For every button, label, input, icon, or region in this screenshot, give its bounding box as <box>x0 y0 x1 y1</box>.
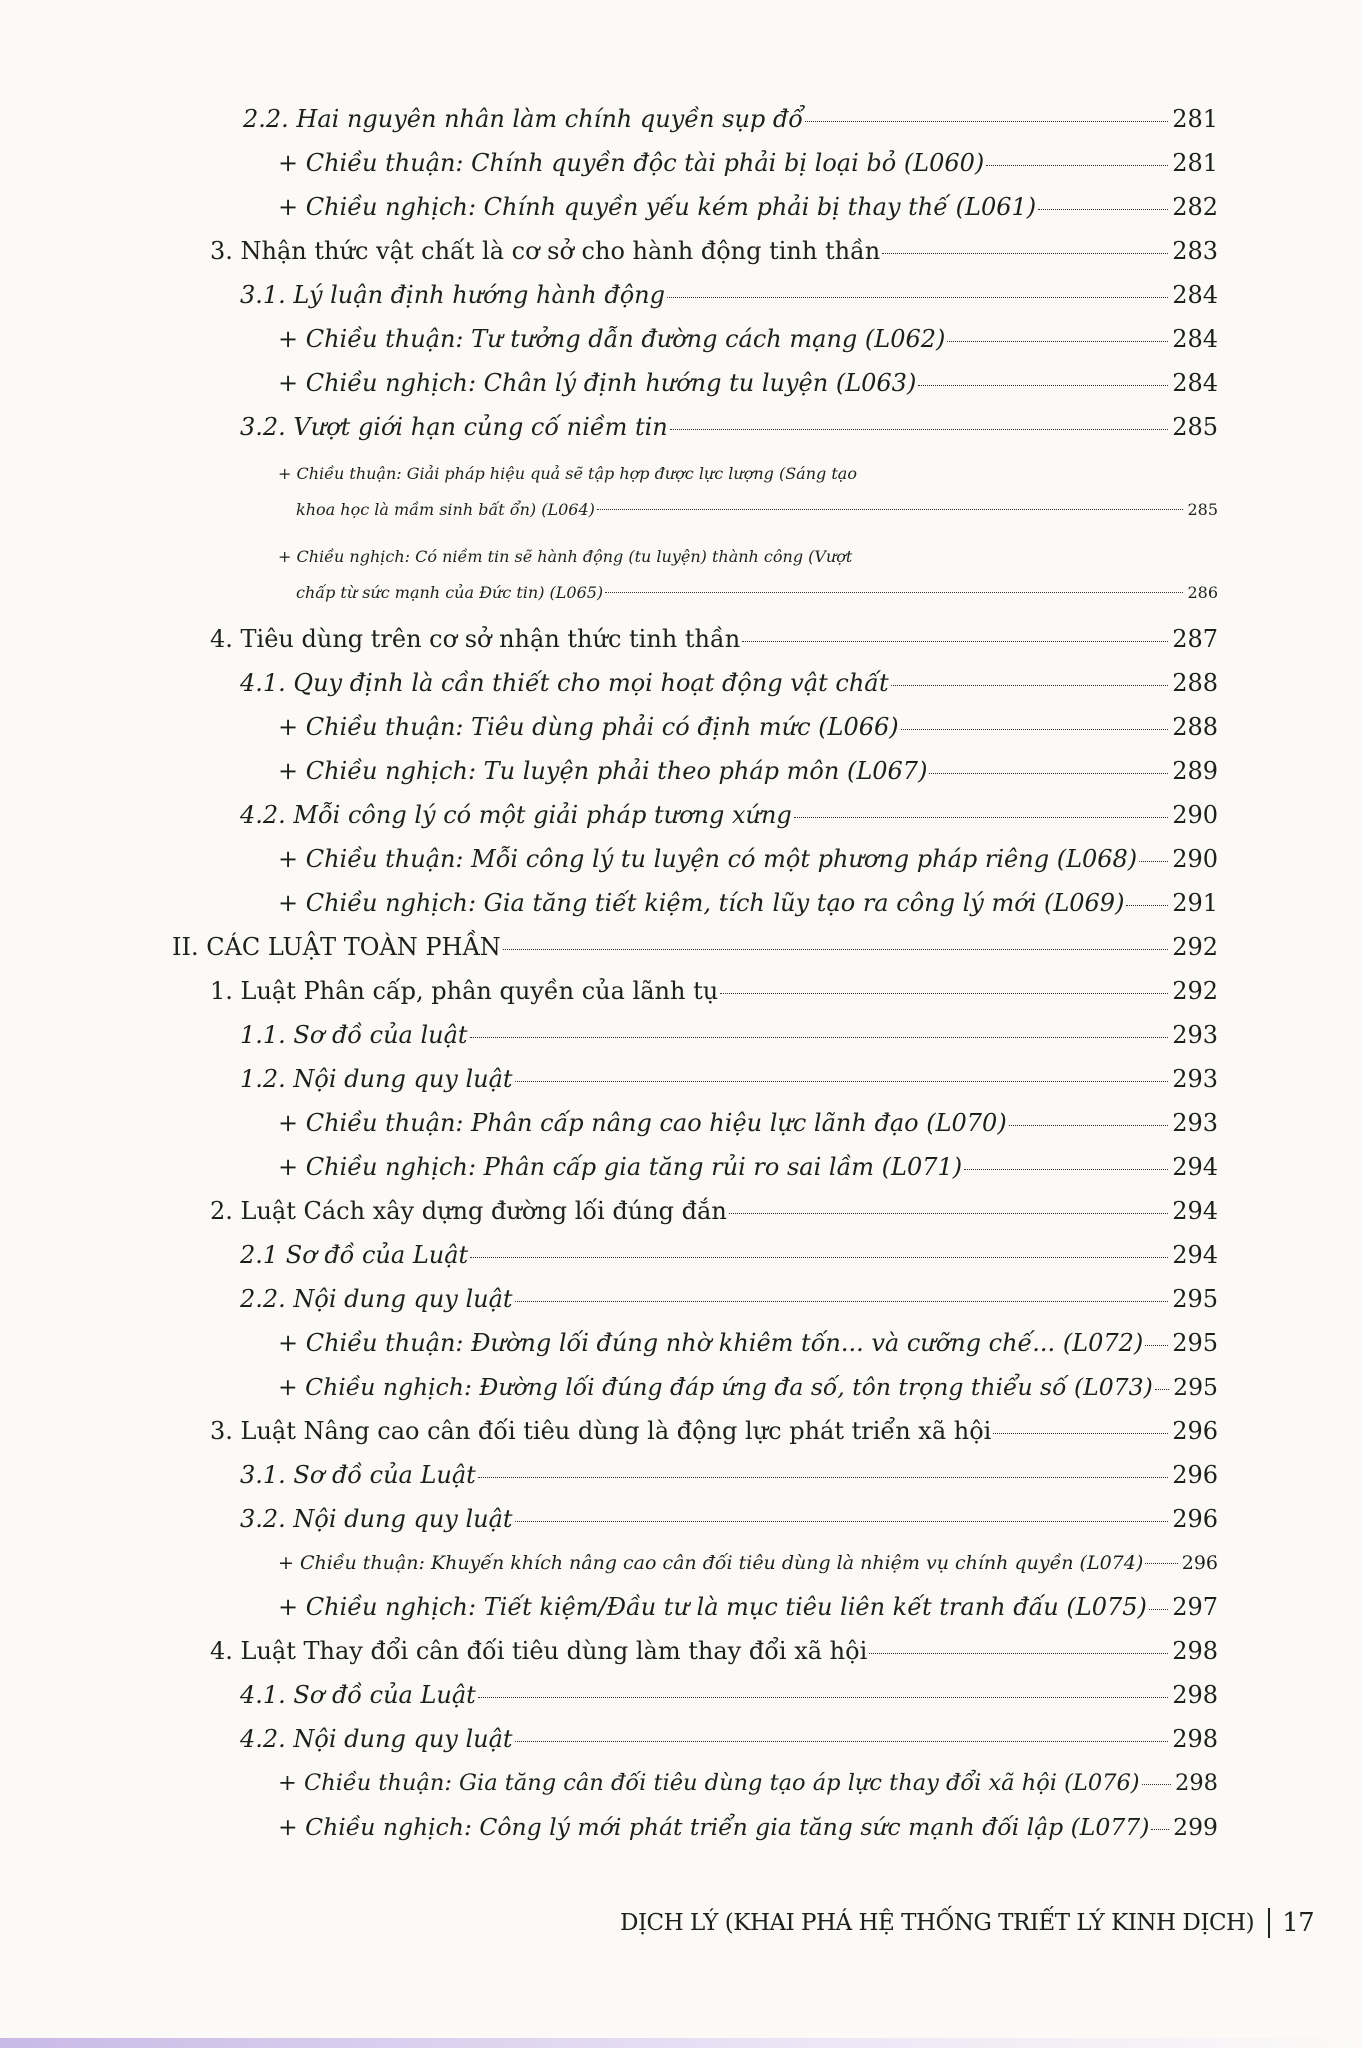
dot-leader <box>1038 209 1168 210</box>
toc-entry-label: II. CÁC LUẬT TOÀN PHẦN <box>172 933 501 961</box>
toc-entry-page: 288 <box>1172 713 1218 741</box>
toc-entry-label: + Chiều thuận: Phân cấp nâng cao hiệu lực lãnh đạo (L070) <box>278 1109 1007 1137</box>
toc-entry-page: 295 <box>1173 1373 1218 1401</box>
toc-entry <box>172 932 1218 962</box>
toc-entry-page: 296 <box>1172 1417 1218 1445</box>
dot-leader <box>515 1521 1169 1522</box>
toc-entry <box>210 1416 1218 1446</box>
dot-leader <box>1155 1389 1169 1390</box>
toc-entry <box>278 368 1218 398</box>
toc-entry-label: + Chiều nghịch: Chính quyền yếu kém phải bị thay thế (L061) <box>278 193 1037 221</box>
toc-entry <box>278 192 1218 222</box>
toc-entry-label: 2.2. Nội dung quy luật <box>240 1285 513 1313</box>
toc-entry-page: 284 <box>1172 325 1218 353</box>
toc-entry-label: + Chiều nghịch: Đường lối đúng đáp ứng đa số, tôn trọng thiểu số (L073) <box>278 1373 1153 1401</box>
toc-entry-label: + Chiều thuận: Tiêu dùng phải có định mức (L066) <box>278 713 899 741</box>
toc-entry-label: 3.1. Lý luận định hướng hành động <box>240 281 665 309</box>
dot-leader <box>503 949 1168 950</box>
dot-leader <box>869 1653 1168 1654</box>
toc-entry-page: 287 <box>1172 625 1218 653</box>
toc-entry <box>243 104 1218 134</box>
toc-entry-label: + Chiều nghịch: Có niềm tin sẽ hành động (tu luyện) thành công (Vượt <box>278 547 853 566</box>
toc-entry-label: 4. Tiêu dùng trên cơ sở nhận thức tinh thần <box>210 625 741 653</box>
toc-entry-label: + Chiều thuận: Giải pháp hiệu quả sẽ tập hợp được lực lượng (Sáng tạo <box>278 464 857 483</box>
page-footer <box>620 1908 1314 1938</box>
toc-entry-label: 4. Luật Thay đổi cân đối tiêu dùng làm thay đổi xã hội <box>210 1637 868 1665</box>
footer-page-number: 17 <box>1282 1908 1315 1938</box>
toc-entry-label-continued: khoa học là mầm sinh bất ổn) (L064) <box>296 500 595 519</box>
toc-entry-page: 290 <box>1172 801 1218 829</box>
toc-entry-page: 292 <box>1172 933 1218 961</box>
toc-entry-page: 298 <box>1172 1637 1218 1665</box>
toc-entry <box>278 1372 1218 1402</box>
toc-entry-label: 1.1. Sơ đồ của luật <box>240 1021 468 1049</box>
toc-entry <box>240 412 1218 442</box>
toc-entry-page: 293 <box>1172 1109 1218 1137</box>
toc-entry-page: 295 <box>1172 1329 1218 1357</box>
toc-entry-label: + Chiều nghịch: Gia tăng tiết kiệm, tích lũy tạo ra công lý mới (L069) <box>278 889 1125 917</box>
dot-leader <box>729 1213 1168 1214</box>
toc-entry <box>240 668 1218 698</box>
dot-leader <box>515 1301 1169 1302</box>
toc-entry <box>278 1768 1218 1798</box>
toc-entry <box>210 1636 1218 1666</box>
dot-leader <box>478 1697 1168 1698</box>
toc-entry-label: + Chiều thuận: Chính quyền độc tài phải bị loại bỏ (L060) <box>278 149 985 177</box>
toc-entry <box>278 756 1218 786</box>
toc-entry <box>210 236 1218 266</box>
toc-entry <box>240 1240 1218 1270</box>
dot-leader <box>1142 1784 1171 1785</box>
dot-leader <box>742 641 1168 642</box>
dot-leader <box>1126 905 1168 906</box>
dot-leader <box>478 1477 1168 1478</box>
toc-entry-page: 289 <box>1172 757 1218 785</box>
dot-leader <box>805 121 1168 122</box>
dot-leader <box>597 509 1184 510</box>
toc-entry <box>278 888 1218 918</box>
toc-entry-label: 2. Luật Cách xây dựng đường lối đúng đắn <box>210 1197 727 1225</box>
toc-entry <box>278 1328 1218 1358</box>
toc-entry-page: 290 <box>1172 845 1218 873</box>
toc-entry-label: 4.1. Sơ đồ của Luật <box>240 1681 476 1709</box>
dot-leader <box>1149 1609 1168 1610</box>
toc-entry <box>240 1284 1218 1314</box>
toc-entry <box>278 1812 1218 1842</box>
toc-entry-page: 284 <box>1172 369 1218 397</box>
toc-entry <box>240 1680 1218 1710</box>
toc-entry-page: 292 <box>1172 977 1218 1005</box>
toc-entry-label: + Chiều nghịch: Phân cấp gia tăng rủi ro sai lầm (L071) <box>278 1153 963 1181</box>
toc-entry <box>240 1724 1218 1754</box>
toc-entry-label: 1.2. Nội dung quy luật <box>240 1065 513 1093</box>
page-edge-tint <box>0 2038 1362 2048</box>
toc-entry <box>278 459 1218 525</box>
toc-entry-label: 3. Luật Nâng cao cân đối tiêu dùng là động lực phát triển xã hội <box>210 1417 992 1445</box>
toc-entry-label: 1. Luật Phân cấp, phân quyền của lãnh tụ <box>210 977 719 1005</box>
toc-entry-label: + Chiều thuận: Đường lối đúng nhờ khiêm tốn... và cưỡng chế... (L072) <box>278 1329 1144 1357</box>
dot-leader <box>1145 1563 1177 1564</box>
toc-entry-label: 4.2. Mỗi công lý có một giải pháp tương xứng <box>240 801 792 829</box>
toc-entry <box>240 280 1218 310</box>
toc-entry-label: + Chiều nghịch: Chân lý định hướng tu luyện (L063) <box>278 369 917 397</box>
dot-leader <box>929 773 1168 774</box>
toc-entry-label: 3. Nhận thức vật chất là cơ sở cho hành động tinh thần <box>210 237 881 265</box>
toc-entry <box>210 624 1218 654</box>
toc-entry-page: 294 <box>1172 1153 1218 1181</box>
dot-leader <box>986 165 1168 166</box>
toc-entry <box>278 1152 1218 1182</box>
toc-entry-page: 285 <box>1187 500 1218 519</box>
toc-entry-page: 294 <box>1172 1197 1218 1225</box>
toc-entry-page: 293 <box>1172 1065 1218 1093</box>
dot-leader <box>667 297 1168 298</box>
toc-entry-page: 298 <box>1172 1725 1218 1753</box>
toc-entry-page: 285 <box>1172 413 1218 441</box>
toc-entry-label: 3.1. Sơ đồ của Luật <box>240 1461 476 1489</box>
toc-entry-page: 297 <box>1172 1593 1218 1621</box>
dot-leader <box>470 1037 1169 1038</box>
toc-entry-label: 3.2. Nội dung quy luật <box>240 1505 513 1533</box>
toc-entry-label: + Chiều nghịch: Tu luyện phải theo pháp môn (L067) <box>278 757 928 785</box>
toc-entry <box>240 800 1218 830</box>
toc-entry-label: + Chiều nghịch: Công lý mới phát triển gia tăng sức mạnh đối lập (L077) <box>278 1813 1150 1841</box>
toc-entry-label: 2.2. Hai nguyên nhân làm chính quyền sụp đổ <box>243 105 803 133</box>
toc-entry-page: 299 <box>1173 1813 1218 1841</box>
dot-leader <box>882 253 1168 254</box>
dot-leader <box>918 385 1168 386</box>
toc-entry <box>210 1196 1218 1226</box>
toc-entry-page: 284 <box>1172 281 1218 309</box>
toc-entry-page: 298 <box>1172 1681 1218 1709</box>
toc-entry-page: 296 <box>1181 1552 1218 1574</box>
dot-leader <box>993 1433 1168 1434</box>
dot-leader <box>515 1081 1169 1082</box>
footer-divider <box>1268 1908 1270 1938</box>
dot-leader <box>720 993 1168 994</box>
toc-entry <box>240 1460 1218 1490</box>
dot-leader <box>901 729 1169 730</box>
toc-entry-page: 293 <box>1172 1021 1218 1049</box>
toc-entry-page: 296 <box>1172 1505 1218 1533</box>
toc-entry-page: 281 <box>1172 105 1218 133</box>
toc-entry-label-continued: chấp từ sức mạnh của Đức tin) (L065) <box>296 583 604 602</box>
toc-entry <box>240 1064 1218 1094</box>
dot-leader <box>1145 1345 1168 1346</box>
toc-entry <box>240 1020 1218 1050</box>
toc-entry-label: 3.2. Vượt giới hạn củng cố niềm tin <box>240 413 668 441</box>
toc-entry-page: 283 <box>1172 237 1218 265</box>
dot-leader <box>470 1257 1168 1258</box>
dot-leader <box>605 592 1183 593</box>
toc-entry-label: + Chiều thuận: Khuyến khích nâng cao cân đối tiêu dùng là nhiệm vụ chính quyền (L074) <box>278 1552 1144 1574</box>
toc-entry-page: 296 <box>1172 1461 1218 1489</box>
toc-entry-page: 286 <box>1187 583 1218 602</box>
toc-entry <box>278 712 1218 742</box>
toc-entry-label: + Chiều thuận: Tư tưởng dẫn đường cách mạng (L062) <box>278 325 946 353</box>
toc-entry-page: 281 <box>1172 149 1218 177</box>
toc-entry <box>278 844 1218 874</box>
toc-entry-label: 4.1. Quy định là cần thiết cho mọi hoạt động vật chất <box>240 669 889 697</box>
toc-entry <box>278 542 1218 608</box>
toc-entry-label: + Chiều thuận: Mỗi công lý tu luyện có một phương pháp riêng (L068) <box>278 845 1138 873</box>
dot-leader <box>1139 861 1168 862</box>
dot-leader <box>1151 1829 1169 1830</box>
dot-leader <box>947 341 1168 342</box>
toc-entry <box>278 1548 1218 1578</box>
toc-entry-page: 288 <box>1172 669 1218 697</box>
toc-entry <box>278 324 1218 354</box>
toc-entry-label: + Chiều thuận: Gia tăng cân đối tiêu dùng tạo áp lực thay đổi xã hội (L076) <box>278 1770 1140 1796</box>
toc-entry-page: 294 <box>1172 1241 1218 1269</box>
dot-leader <box>670 429 1168 430</box>
toc-entry-page: 282 <box>1172 193 1218 221</box>
toc-entry <box>278 1592 1218 1622</box>
toc-entry-page: 291 <box>1172 889 1218 917</box>
dot-leader <box>891 685 1169 686</box>
dot-leader <box>1009 1125 1169 1126</box>
dot-leader <box>794 817 1168 818</box>
dot-leader <box>964 1169 1168 1170</box>
dot-leader <box>515 1741 1169 1742</box>
toc-entry <box>210 976 1218 1006</box>
toc-entry-page: 298 <box>1175 1770 1218 1796</box>
toc-entry-label: + Chiều nghịch: Tiết kiệm/Đầu tư là mục tiêu liên kết tranh đấu (L075) <box>278 1593 1147 1621</box>
toc-entry <box>240 1504 1218 1534</box>
toc-entry <box>278 148 1218 178</box>
toc-entry-label: 4.2. Nội dung quy luật <box>240 1725 513 1753</box>
toc-entry <box>278 1108 1218 1138</box>
footer-book-title: DỊCH LÝ (KHAI PHÁ HỆ THỐNG TRIẾT LÝ KINH DỊCH) <box>620 1910 1255 1936</box>
toc-entry-page: 295 <box>1172 1285 1218 1313</box>
toc-entry-label: 2.1 Sơ đồ của Luật <box>240 1241 469 1269</box>
